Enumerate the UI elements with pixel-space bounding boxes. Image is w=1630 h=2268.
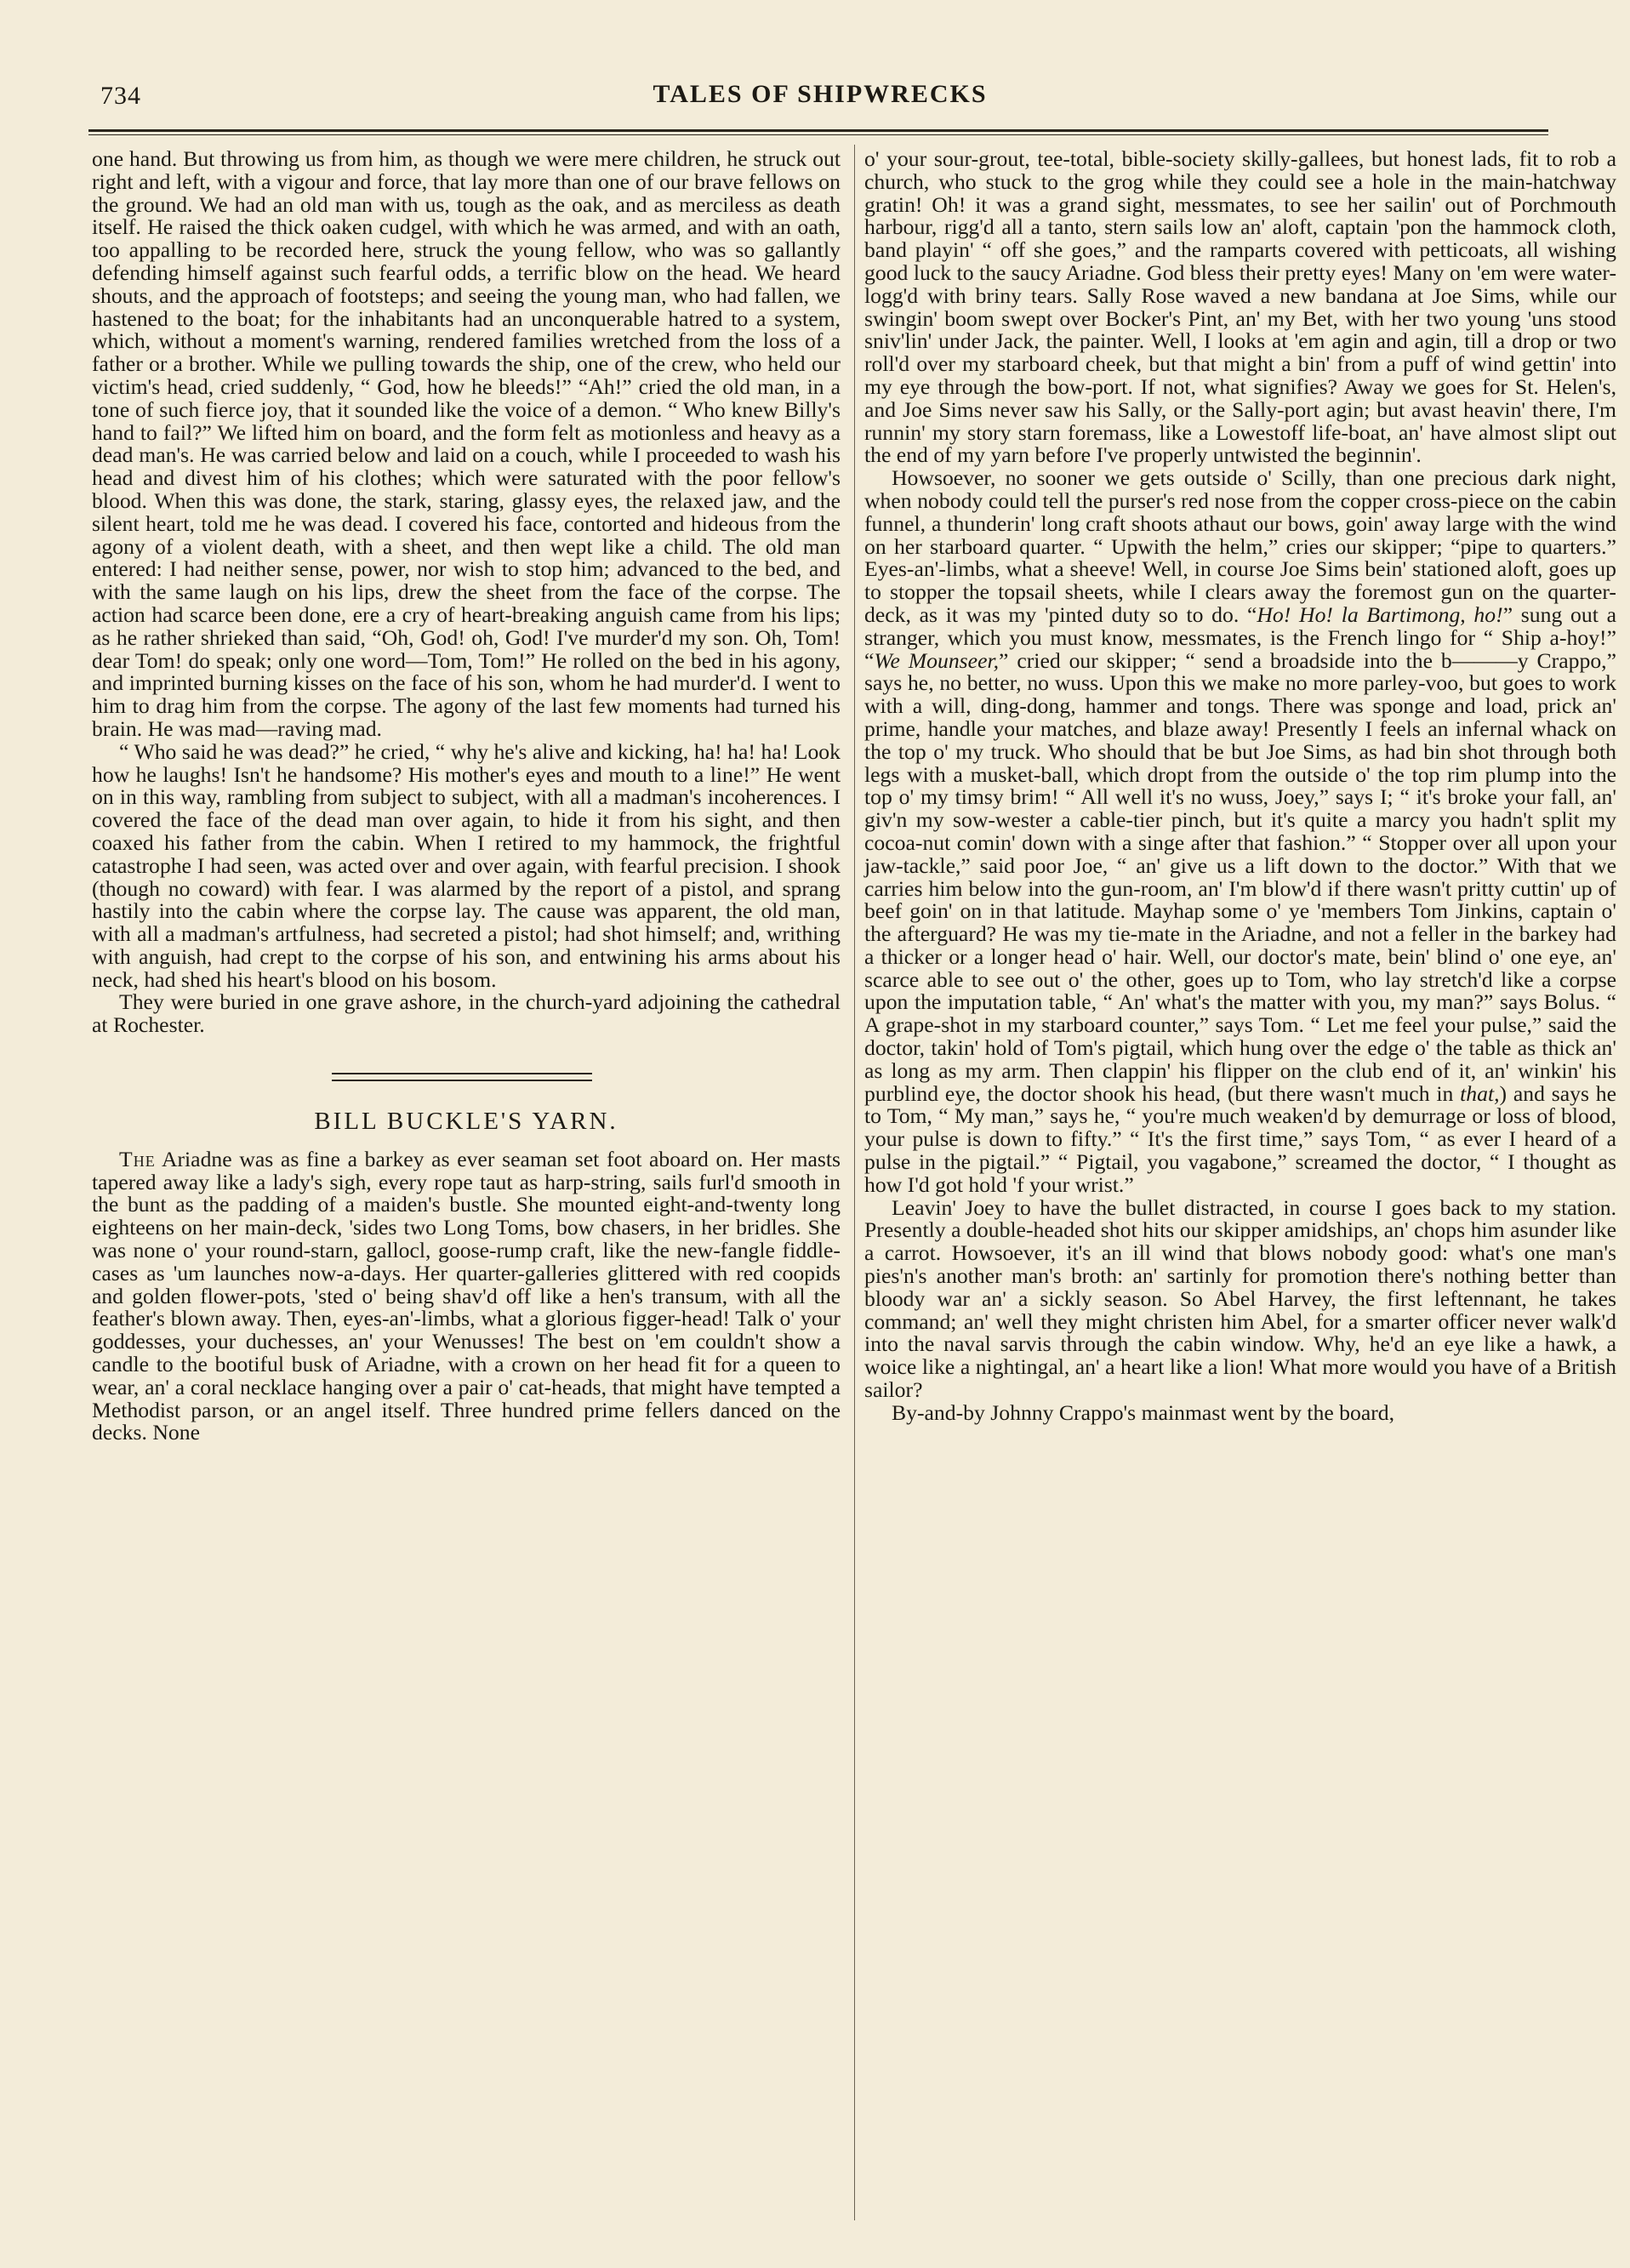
paragraph	[92, 1148, 841, 1445]
paragraph-text: Howsoever, no sooner we gets outside o' Scilly, than one precious dark night, when nobody could tell the purser's red nose from the copper cross-piece on the cabin funnel, a thunderin' long craft shoots athaut our bows, goin' away large with the wind on her starboard quarter. “ Upwith the helm,” cries our skipper; “pipe to quarters.” Eyes-an'-limbs, what a sheeve! Well, in course Joe Sims bein' stationed aloft, goes up to stopper the topsail sheets, while I clears away the foremost gun on the quarter-deck, as it was my 'pinted duty so to do. “	[864, 465, 1616, 627]
right-column	[864, 148, 1616, 1425]
paragraph: Leavin' Joey to have the bullet distracted, in course I goes back to my station. Presently a double-headed shot hits our skipper amidships, an' chops him asunder like a carrot. Howsoever, it's an ill wind that blows nobody good: what's one man's pies'n's another man's broth: an' sartinly for promotion there's nothing better than bloody war an' a sickly season. So Abel Harvey, the first leftennant, he takes command; an' well they might christen him Abel, for a smarter officer never walk'd into the naval sarvis through the cabin window. Why, he'd an eye like a hawk, a woice like a nightingal, an' a heart like a lion! What more would you have of a British sailor?	[864, 1194, 1616, 1403]
italic-phrase: We Mounseer,	[874, 647, 1000, 673]
section-title: BILL BUCKLE'S YARN.	[314, 1108, 618, 1136]
paragraph-text: ” sung out a stranger, which you must know, messmates, is the French lingo for “ Ship a-hoy!” “	[864, 601, 1616, 673]
header-rule	[88, 129, 1548, 135]
left-column	[92, 148, 841, 1445]
section-start-word: The	[119, 1146, 156, 1171]
page-number: 734	[100, 82, 141, 110]
section-divider	[92, 1059, 841, 1110]
paragraph	[864, 467, 1616, 1197]
page-header	[100, 78, 1540, 114]
paragraph: They were buried in one grave ashore, in the church-yard adjoining the cathedral at Rochester.	[92, 989, 841, 1038]
double-rule	[332, 1073, 592, 1081]
paragraph-text: ” cried our skipper; “ send a broadside into the b———y Crappo,” says he, no better, no wuss. Upon this we make no more parley-voo, but goes to work with a will, ding-dong, hammer and tongs. There was sponge and load, prick an' prime, handle your matches, and blaze away! Presently I feels an infernal whack on the top o' my truck. Who should that be but Joe Sims, as had bin shot through both legs with a musket-ball, which dropt from the outside o' the top rim plump into the top o' my timsy brim! “ All well it's no wuss, Joey,” says I; “ it's broke your fall, an' giv'n my sow-wester a cable-tier pinch, but it's quite a marcy you hadn't split my cocoa-nut comin' down with a singe after that fashion.” “ Stopper over all upon your jaw-tackle,” said poor Joe, “ an' give us a lift down to the doctor.” With that we carries him below into the gun-room, an' I'm blow'd if there wasn't pritty cuttin' up of beef goin' on in that latitude. Mayhap some o' ye 'members Tom Jinkins, captain o' the afterguard? He was my tie-mate in the Ariadne, and not a feller in the barkey had a thicker or a longer head o' hair. Well, our doctor's mate, bein' blind o' one eye, an' scarce able to see out o' the other, goes up to Tom, who lay stretch'd like a corpse upon the imputation table, “ An' what's the matter with you, my man?” says Bolus. “ A grape-shot in my starboard counter,” says Tom. “ Let me feel your pulse,” said the doctor, takin' hold of Tom's pigtail, which hung over the edge o' the table as thick an' as long as my arm. Then clappin' his flipper on the club end of it, an' winkin' his purblind eye, the doctor shook his head, (but there wasn't much in	[864, 647, 1616, 1106]
paragraph: By-and-by Johnny Crappo's mainmast went by the board,	[892, 1399, 1395, 1425]
column-divider	[854, 145, 855, 2220]
italic-phrase: Ho! Ho! la Bartimong, ho!	[1257, 601, 1503, 627]
italic-phrase: that,	[1460, 1080, 1500, 1106]
running-title: TALES OF SHIPWRECKS	[653, 80, 988, 108]
paragraph-text: ) and says he to Tom, “ My man,” says he, “ you're much weaken'd by demurrage or loss of blood, your pulse is down to fifty.” “ It's the first time,” says Tom, “ as ever I heard of a pulse in the pigtail.” “ Pigtail, you vagabone,” screamed the doctor, “ I thought as how I'd got hold 'f your wrist.”	[864, 1080, 1616, 1197]
paragraph: one hand. But throwing us from him, as though we were mere children, he struck out right and left, with a vigour and force, that lay more than one of our brave fellows on the ground. We had an old man with us, tough as the oak, and as merciless as death itself. He raised the thick oaken cudgel, with which he was armed, and with an oath, too appalling to be recorded here, struck the young fellow, who was so gallantly defending himself against such fearful odds, a terrific blow on the head. We heard shouts, and the approach of footsteps; and seeing the young man, who had fallen, we hastened to the boat; for the inhabitants had an unconquerable hatred to a system, which, without a moment's warning, rendered families wretched from the loss of a father or a brother. While we pulling towards the ship, one of the crew, who held our victim's head, cried suddenly, “ God, how he bleeds!” “Ah!” cried the old man, in a tone of such fierce joy, that it sounded like the voice of a demon. “ Who knew Billy's hand to fail?” We lifted him on board, and the form felt as motionless and heavy as a dead man's. He was carried below and laid on a couch, while I proceeded to wash his head and divest him of his clothes; which were saturated with the poor fellow's blood. When this was done, the stark, staring, glassy eyes, the relaxed jaw, and the silent heart, told me he was dead. I covered his face, contorted and hideous from the agony of a violent death, with a sheet, and then wept like a child. The old man entered: I had neither sense, power, nor wish to stop him; advanced to the bed, and with the same laugh on his lips, drew the sheet from the face of the corpse. The action had scarce been done, ere a cry of heart-breaking anguish came from his lips; as he rather shrieked than said, “Oh, God! oh, God! I've murder'd my son. Oh, Tom! dear Tom! do speak; only one word—Tom, Tom!” He rolled on the bed in his agony, and imprinted burning kisses on the face of his son, whom he had murder'd. I went to him to drag him from the corpse. The agony of the last few moments had turned his brain. He was mad—raving mad.	[92, 146, 841, 741]
paragraph: “ Who said he was dead?” he cried, “ why he's alive and kicking, ha! ha! ha! Look how he laughs! Isn't he handsome? His mother's eyes and mouth to a line!” He went on in this way, rambling from subject to subject, with all a madman's incoherences. I covered the face of the dead man over again, to hide it from his sight, and then coaxed his father from the cabin. When I retired to my hammock, the frightful catastrophe I had seen, was acted over and over again, with fearful precision. I shook (though no coward) with fear. I was alarmed by the report of a pistol, and sprang hastily into the cabin where the corpse lay. The cause was apparent, the old man, with all a madman's artfulness, had secreted a pistol; had shot himself; and, writhing with anguish, had crept to the corpse of his son, and entwining his arms about his neck, had shed his heart's blood on his bosom.	[92, 738, 841, 992]
paragraph-text: Ariadne was as fine a barkey as ever seaman set foot aboard on. Her masts tapered away like a lady's sigh, every rope taut as harp-string, sails furl'd smooth in the bunt as the padding of a maiden's bustle. She mounted eight-and-twenty long eighteens on her main-deck, 'sides two Long Toms, bow chasers, in her bridles. She was none o' your round-starn, gallocl, goose-rump craft, like the new-fangle fiddle-cases as 'um launches now-a-days. Her quarter-galleries glittered with red coopids and golden flower-pots, 'sted o' being shav'd off like a hen's transum, with all the feather's blown away. Then, eyes-an'-limbs, what a glorious figger-head! Talk o' your goddesses, your duchesses, an' your Wenusses! The best on 'em couldn't show a candle to the bootiful busk of Ariadne, with a crown on her head fit for a queen to wear, an' a coral necklace hanging over a pair o' cat-heads, that might have tempted a Methodist parson, or an angel itself. Three hundred prime fellers danced on the decks. None	[92, 1146, 841, 1445]
paragraph: o' your sour-grout, tee-total, bible-society skilly-gallees, but honest lads, fit to rob a church, who stuck to the grog while they could see a hole in the main-hatchway gratin! Oh! it was a grand sight, messmates, to see her sailin' out of Porchmouth harbour, rigg'd all a tanto, stern sails low an' aloft, captain 'pon the hammock cloth, band playin' “ off she goes,” and the ramparts covered with petticoats, all wishing good luck to the saucy Ariadne. God bless their pretty eyes! Many on 'em were water-logg'd with briny tears. Sally Rose waved a new bandana at Joe Sims, while our swingin' boom swept over Bocker's Pint, an' my Bet, with her two young 'uns stood sniv'lin' under Jack, the painter. Well, I looks at 'em agin and agin, till a drop or two roll'd over my starboard cheek, but that might a bin' from a puff of wind gettin' into my eye through the bow-port. If not, what signifies? Away we goes for St. Helen's, and Joe Sims never saw his Sally, or the Sally-port agin; but avast heavin' there, I'm runnin' my story starn foremass, like a Lowestoff life-boat, an' have almost slipt out the end of my yarn before I've properly untwisted the beginnin'.	[864, 146, 1616, 468]
